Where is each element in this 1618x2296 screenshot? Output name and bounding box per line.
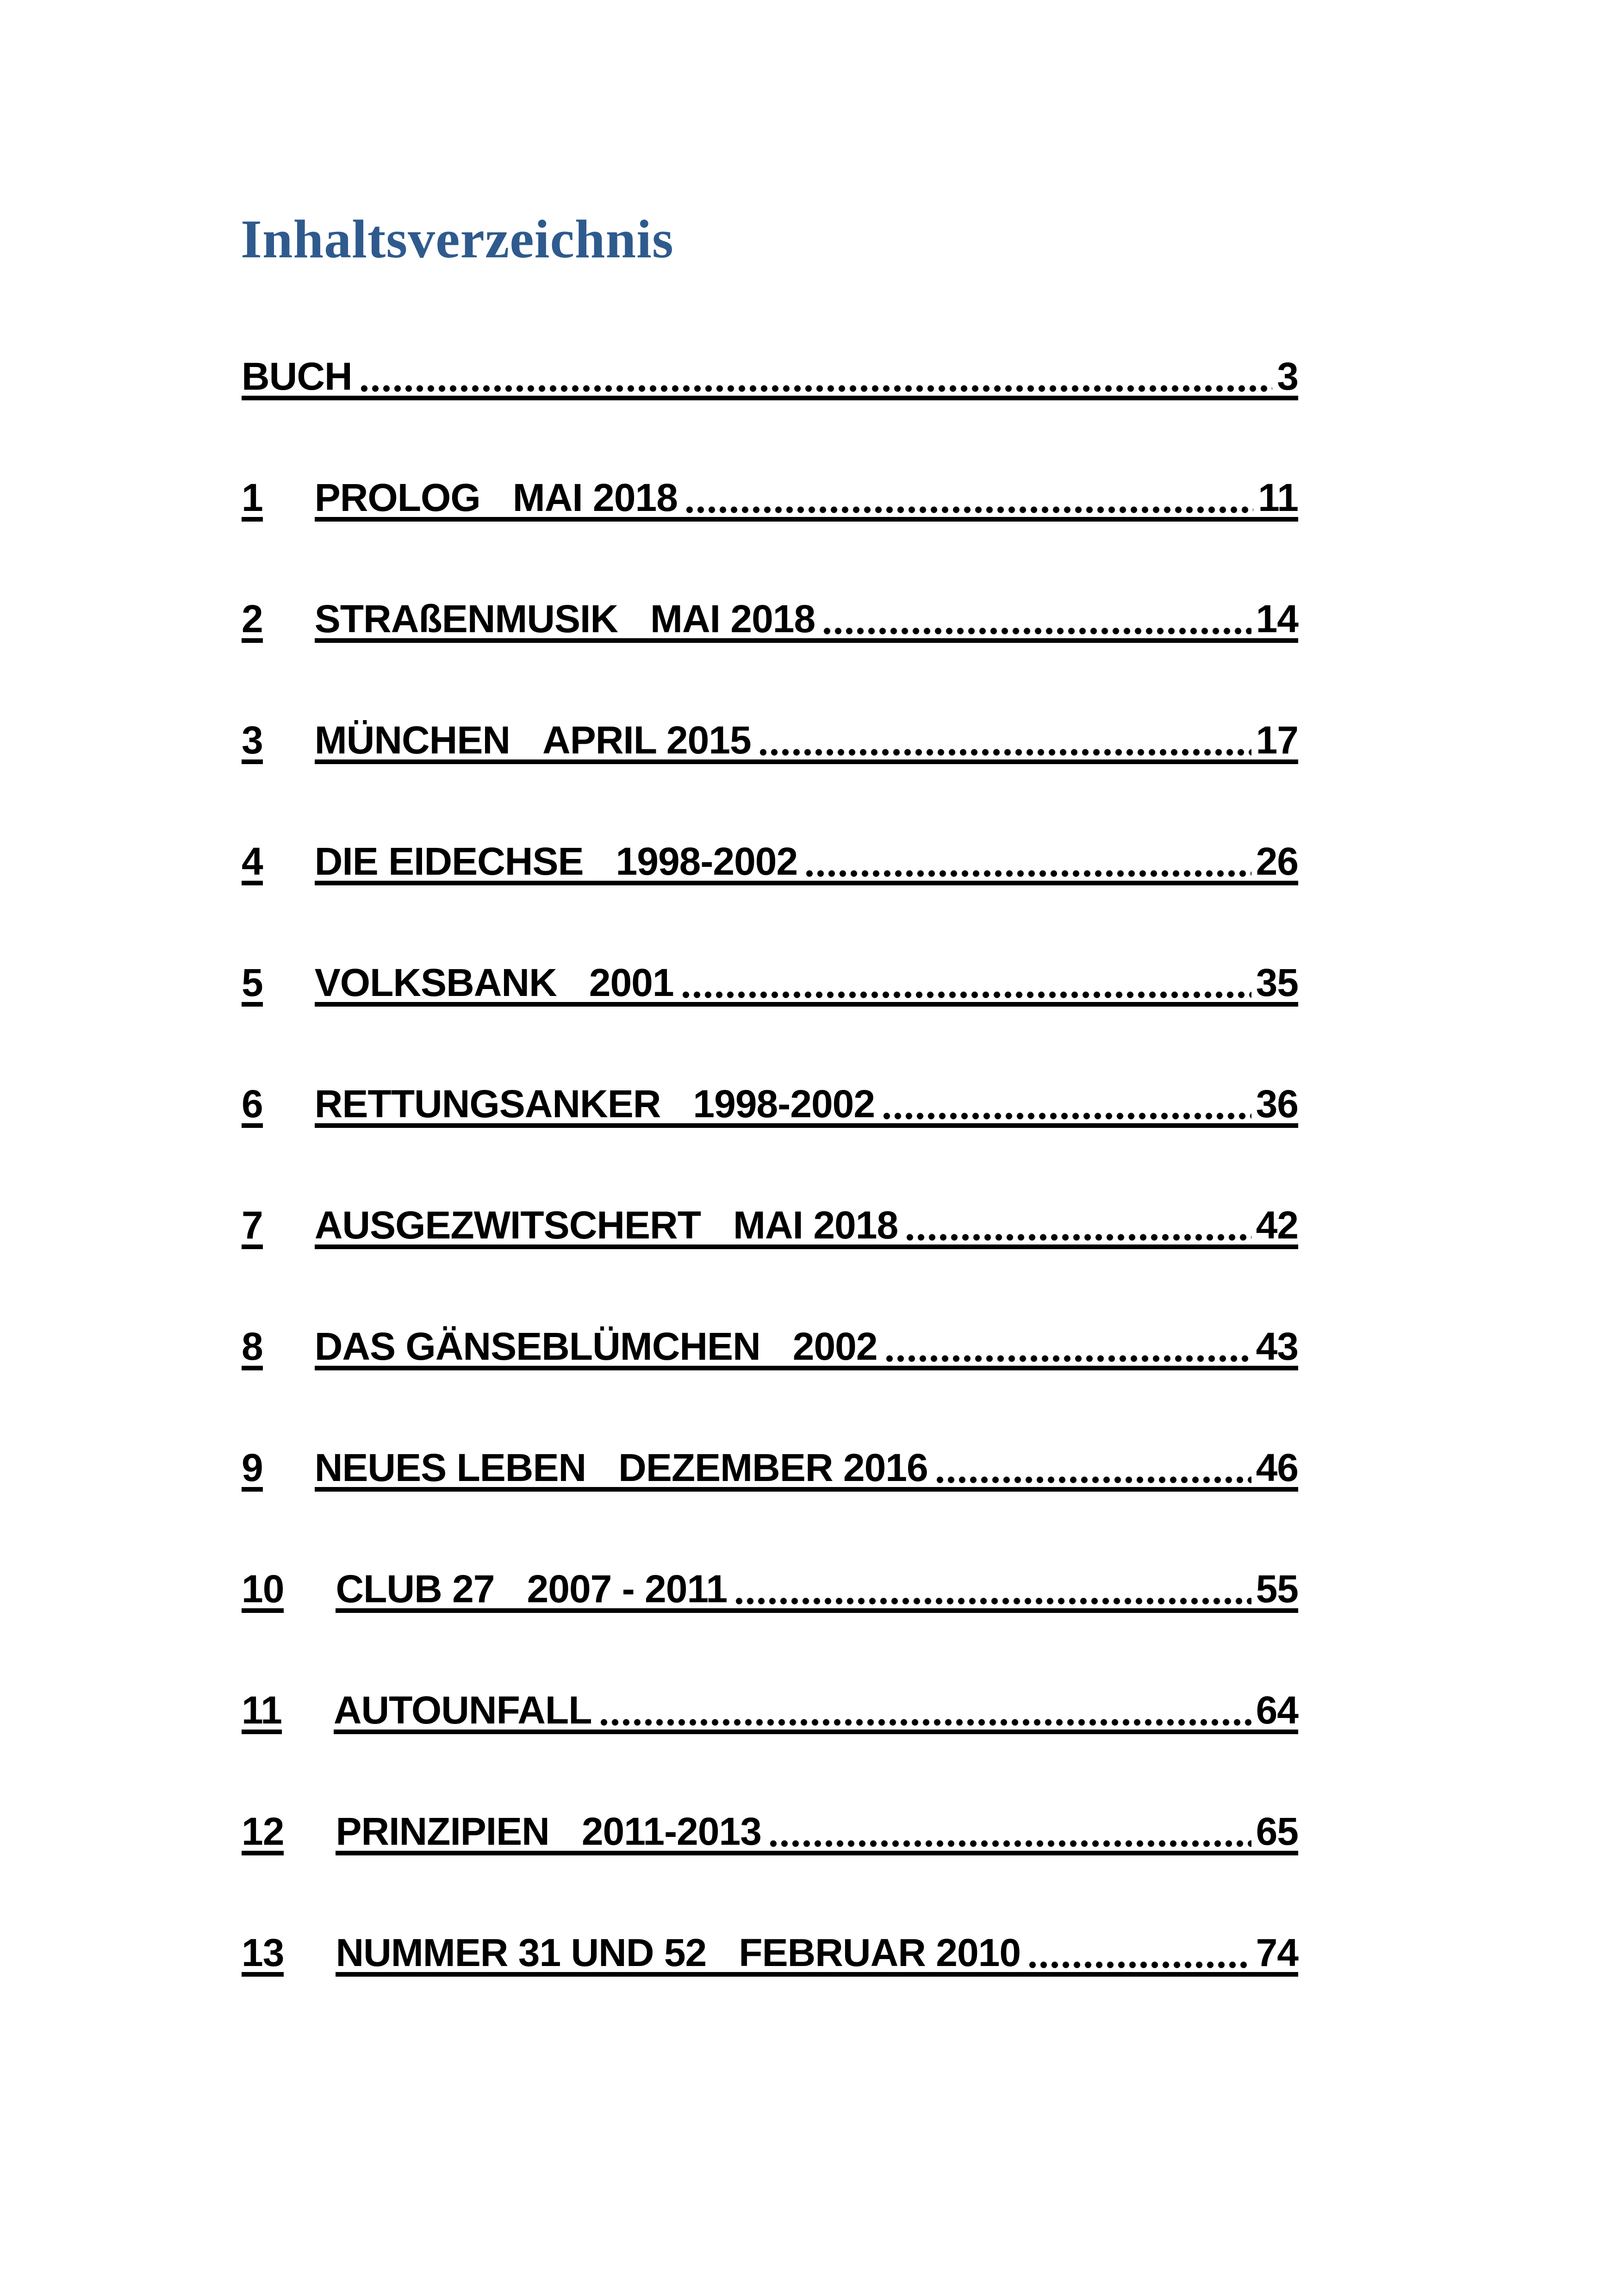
- toc-entry-date: FEBRUAR 2010: [739, 1931, 1021, 1974]
- toc-entry-label: PROLOG: [314, 476, 480, 519]
- toc-entry-date: MAI 2018: [650, 597, 815, 641]
- toc-entry[interactable]: [242, 1203, 1298, 1249]
- toc-entry-date: 2011-2013: [581, 1810, 761, 1853]
- toc-entry-main: [315, 599, 1298, 643]
- toc-entry-date: 2001: [589, 961, 674, 1004]
- toc-entry-page: 14: [1256, 597, 1298, 641]
- toc-entry-label: NEUES LEBEN: [314, 1446, 586, 1489]
- toc-entry-label: CLUB 27: [336, 1567, 495, 1611]
- toc-entry-main: [314, 718, 1298, 764]
- dot-leader: [734, 1569, 1251, 1608]
- toc-entry-page: 64: [1256, 1688, 1298, 1732]
- toc-entry-number: 5: [242, 963, 263, 1007]
- toc-entry-label: PRINZIPIEN: [336, 1810, 549, 1853]
- toc-entry-number: 1: [242, 478, 263, 522]
- toc-entry-date: APRIL 2015: [542, 718, 751, 762]
- toc-entry[interactable]: [242, 1569, 1298, 1613]
- toc-entry-label: DAS GÄNSEBLÜMCHEN: [314, 1325, 760, 1368]
- toc-entry-number: 9: [242, 1448, 263, 1492]
- toc-entry[interactable]: [242, 1688, 1298, 1734]
- toc-entry-main: [314, 1203, 1298, 1249]
- toc-entry-main: [336, 1933, 1298, 1977]
- dot-leader: [680, 963, 1251, 1002]
- dot-leader: [684, 478, 1253, 517]
- toc-entry-main: [315, 963, 1298, 1007]
- toc-entry-label: AUTOUNFALL: [333, 1688, 592, 1732]
- dot-leader: [881, 1084, 1251, 1123]
- toc-entry-page: 74: [1256, 1931, 1298, 1974]
- toc-entry-label: VOLKSBANK: [314, 961, 557, 1004]
- toc-entry-page: 43: [1256, 1325, 1298, 1368]
- toc-entry-number: 13: [242, 1933, 284, 1977]
- dot-leader: [904, 1206, 1251, 1244]
- toc-entry-number: 4: [242, 842, 263, 885]
- dot-leader: [821, 599, 1251, 638]
- toc-entry-label: MÜNCHEN: [314, 718, 510, 762]
- toc-entry-number: 2: [242, 599, 263, 643]
- toc-entry-main: [315, 1327, 1298, 1370]
- toc-entry[interactable]: [242, 1933, 1298, 1977]
- toc-entry-number: 10: [242, 1569, 284, 1613]
- toc-entry[interactable]: [242, 1448, 1298, 1492]
- toc-entry-number: 3: [242, 721, 263, 764]
- toc-entry-main: [315, 1084, 1298, 1128]
- toc-entry[interactable]: [242, 718, 1298, 764]
- dot-leader: [768, 1812, 1251, 1851]
- toc-entry-page: 46: [1256, 1446, 1298, 1489]
- toc-entry-number: 8: [242, 1327, 263, 1370]
- dot-leader: [804, 842, 1251, 881]
- dot-leader: [598, 1691, 1251, 1730]
- dot-leader: [359, 357, 1273, 396]
- toc-entry[interactable]: [242, 1327, 1298, 1370]
- toc-entry-page: 11: [1258, 476, 1298, 519]
- dot-leader: [1027, 1933, 1251, 1972]
- toc-entry-date: MAI 2018: [512, 476, 678, 519]
- page-title: Inhaltsverzeichnis: [241, 209, 674, 269]
- toc-list: [242, 357, 1298, 2054]
- toc-entry-page: 3: [1277, 355, 1298, 398]
- toc-entry-date: DEZEMBER 2016: [618, 1446, 928, 1489]
- toc-entry[interactable]: [242, 1812, 1298, 1855]
- toc-entry-main: [333, 1688, 1298, 1734]
- toc-entry-number: 11: [242, 1691, 282, 1734]
- toc-entry-number: 7: [242, 1206, 263, 1249]
- toc-entry-page: 36: [1256, 1082, 1298, 1126]
- toc-entry-main: [336, 1569, 1298, 1613]
- toc-entry[interactable]: [242, 478, 1298, 522]
- toc-entry-main: [315, 842, 1298, 885]
- toc-entry-number: 12: [242, 1812, 284, 1855]
- toc-entry-main: [336, 1812, 1298, 1855]
- dot-leader: [758, 721, 1251, 759]
- toc-entry-main: [315, 1448, 1298, 1492]
- toc-entry[interactable]: [242, 963, 1298, 1007]
- toc-entry-date: 2007 - 2011: [527, 1567, 728, 1611]
- toc-entry[interactable]: [242, 1084, 1298, 1128]
- toc-entry-page: 26: [1256, 840, 1298, 883]
- toc-entry-label: RETTUNGSANKER: [314, 1082, 661, 1126]
- toc-entry-page: 35: [1256, 961, 1298, 1004]
- toc-entry-main: [242, 357, 1298, 400]
- toc-entry-date: 1998-2002: [693, 1082, 875, 1126]
- toc-entry-page: 65: [1256, 1810, 1298, 1853]
- toc-entry-label: NUMMER 31 UND 52: [336, 1931, 707, 1974]
- toc-entry[interactable]: [242, 599, 1298, 643]
- toc-entry-page: 17: [1256, 718, 1298, 762]
- toc-entry-date: 2002: [792, 1325, 877, 1368]
- toc-entry-label: BUCH: [242, 355, 352, 398]
- toc-entry[interactable]: [242, 357, 1298, 400]
- toc-entry-page: 55: [1256, 1567, 1298, 1611]
- toc-entry[interactable]: [242, 842, 1298, 885]
- dot-leader: [884, 1327, 1251, 1366]
- toc-entry-page: 42: [1256, 1203, 1298, 1247]
- toc-entry-label: STRAßENMUSIK: [314, 597, 618, 641]
- toc-entry-label: AUSGEZWITSCHERT: [314, 1203, 701, 1247]
- dot-leader: [934, 1448, 1251, 1487]
- toc-entry-number: 6: [242, 1084, 263, 1128]
- toc-entry-date: MAI 2018: [733, 1203, 898, 1247]
- toc-entry-main: [315, 478, 1298, 522]
- toc-entry-date: 1998-2002: [616, 840, 798, 883]
- toc-entry-label: DIE EIDECHSE: [314, 840, 584, 883]
